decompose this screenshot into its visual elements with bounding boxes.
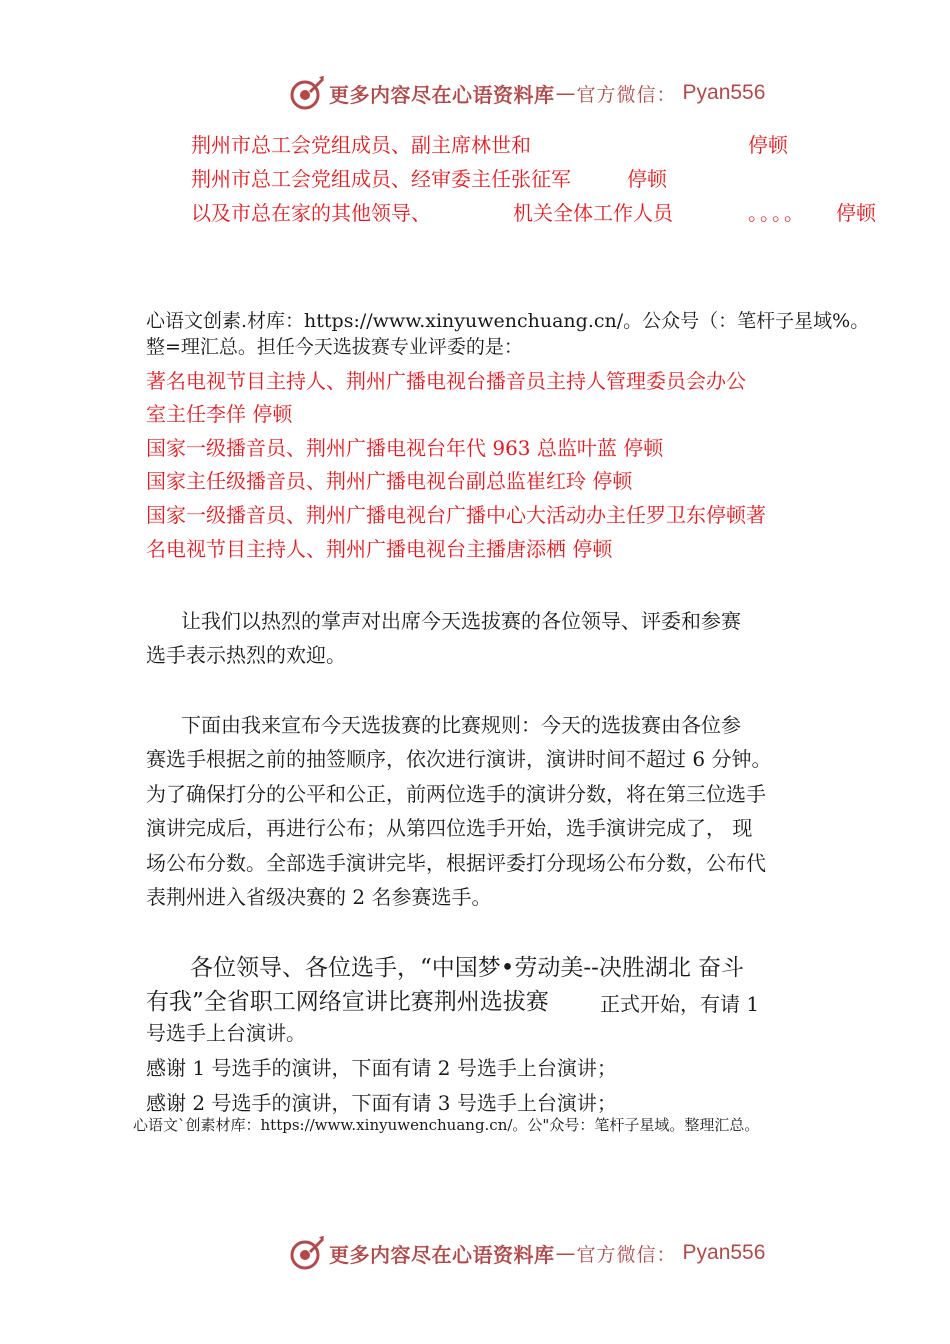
- guest-name: 荆州市总工会党组成员、经审委主任张征军: [191, 167, 571, 191]
- banner-wechat-label: 官方微信：: [576, 83, 677, 106]
- watermark-line-2: 整=理汇总。担任今天选拔赛专业评委的是：: [146, 336, 523, 358]
- judge-line-3: 国家一级播音员、荆州广播电视台年代 963 总监叶蓝 停顿: [146, 436, 664, 460]
- judge-line-5: 国家一级播音员、荆州广播电视台广播中心大活动办主任罗卫东停顿著: [146, 503, 766, 527]
- guest-pause-3: 停顿: [836, 201, 876, 225]
- guest-line-3-dots: 。。。。: [748, 201, 806, 225]
- opening-line-1: 各位领导、各位选手，“中国梦•劳动美--决胜湖北 奋斗: [190, 955, 745, 981]
- thanks-line-2: 感谢 2 号选手的演讲，下面有请 3 号选手上台演讲；: [146, 1091, 617, 1115]
- rules-line-1: 下面由我来宣布今天选拔赛的比赛规则：今天的选拔赛由各位参: [181, 713, 741, 737]
- welcome-line-2: 选手表示热烈的欢迎。: [146, 643, 346, 667]
- banner-dash: —: [555, 81, 576, 105]
- logo-icon: [289, 1235, 325, 1271]
- rules-line-5: 场公布分数。全部选手演讲完毕，根据评委打分现场公布分数，公布代: [146, 851, 766, 875]
- judge-line-2: 室主任李佯 停顿: [146, 402, 293, 426]
- guest-pause-1: 停顿: [748, 133, 788, 157]
- opening-line-2b: 正式开始，有请 1: [600, 992, 760, 1016]
- judge-line-6: 名电视节目主持人、荆州广播电视台主播唐添栖 停顿: [146, 537, 613, 561]
- welcome-line-1: 让我们以热烈的掌声对出席今天选拔赛的各位领导、评委和参赛: [181, 609, 741, 633]
- guest-name: 荆州市总工会党组成员、副主席林世和: [191, 133, 531, 157]
- guest-line-3b: 机关全体工作人员: [513, 201, 673, 225]
- banner-dash: —: [555, 1241, 576, 1265]
- rules-line-4: 演讲完成后，再进行公布；从第四位选手开始，选手演讲完成了， 现: [146, 816, 753, 840]
- thanks-line-1: 感谢 1 号选手的演讲，下面有请 2 号选手上台演讲；: [146, 1056, 617, 1080]
- judge-line-1: 著名电视节目主持人、荆州广播电视台播音员主持人管理委员会办公: [146, 369, 746, 393]
- banner-wechat-label: 官方微信：: [576, 1243, 677, 1266]
- opening-line-3: 号选手上台演讲。: [146, 1021, 306, 1045]
- banner-wechat-id: Pyan556: [682, 81, 766, 104]
- rules-line-6: 表荆州进入省级决赛的 2 名参赛选手。: [146, 885, 492, 909]
- banner-main-text: 更多内容尽在心语资料库: [329, 1242, 555, 1267]
- opening-line-2a: 有我”全省职工网络宣讲比赛荆州选拔赛: [146, 989, 549, 1015]
- watermark-bottom: 心语文`创素材库：https://www.xinyuwenchuang.cn/。公"众号：笔杆子星域。整理汇总。: [133, 1116, 760, 1134]
- logo-icon: [289, 75, 325, 111]
- banner-main-text: 更多内容尽在心语资料库: [329, 82, 555, 107]
- guest-line-3a: 以及市总在家的其他领导、: [191, 201, 431, 225]
- judge-line-4: 国家主任级播音员、荆州广播电视台副总监崔红玲 停顿: [146, 469, 633, 493]
- guest-line-1: [191, 133, 531, 157]
- watermark-line-1: 心语文创素.材库：https://www.xinyuwenchuang.cn/。公众号（：笔杆子星域%。: [146, 310, 870, 332]
- rules-line-3: 为了确保打分的公平和公正，前两位选手的演讲分数，将在第三位选手: [146, 782, 766, 806]
- footer-banner: [289, 1235, 765, 1271]
- rules-line-2: 赛选手根据之前的抽签顺序，依次进行演讲，演讲时间不超过 6 分钟。: [146, 747, 772, 771]
- banner-wechat-id: Pyan556: [682, 1241, 766, 1264]
- guest-pause-2: 停顿: [627, 167, 667, 191]
- guest-line-2: [191, 167, 571, 191]
- header-banner: [289, 75, 765, 111]
